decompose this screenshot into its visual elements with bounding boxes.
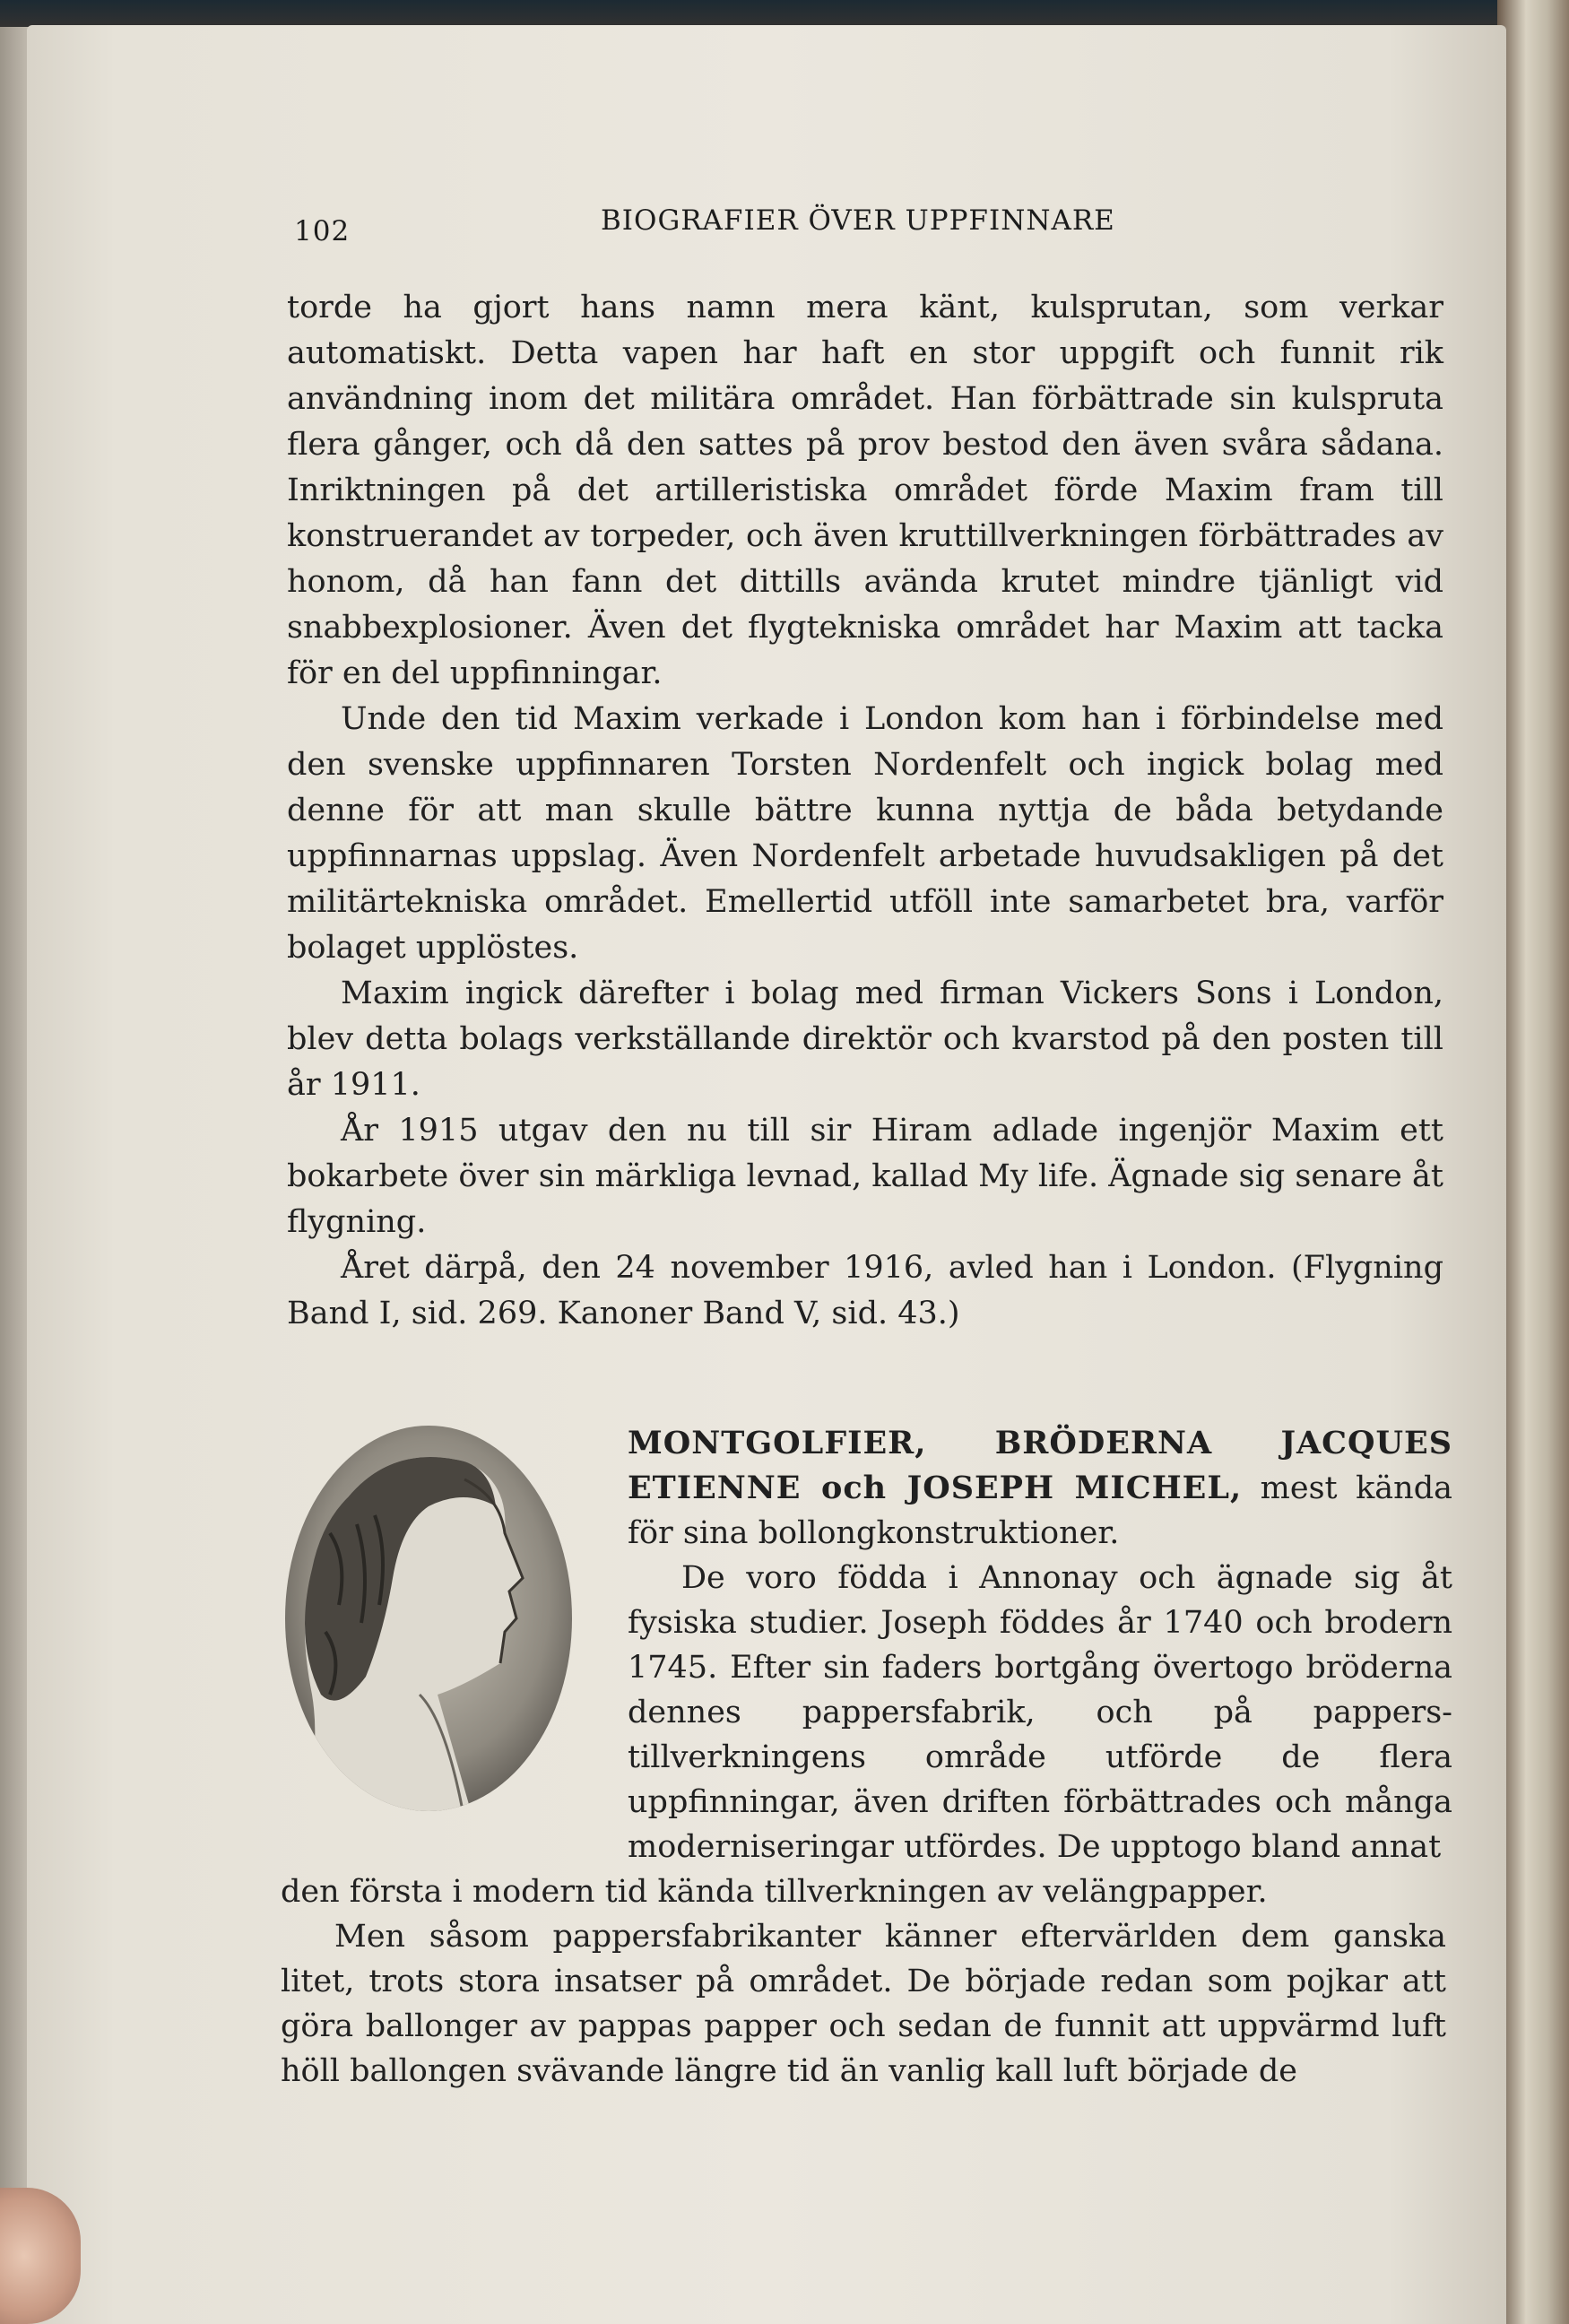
- thumb: [0, 2188, 81, 2324]
- entry-paragraph-2: Men såsom pappersfabrikanter känner eftervärlden dem ganska litet, trots stora insatser på området. De började redan som pojkar att göra ballonger av pappas papper och sedan de funnit att uppvärmd luft höll ballongen svävande längre tid än vanlig kall luft började de: [281, 1919, 1446, 2089]
- book-page-edges: [1497, 0, 1569, 2324]
- paragraph-5: Året därpå, den 24 november 1916, avled han i London. (Flygning Band I, sid. 269. Kanoner Band V, sid. 43.): [287, 1250, 1443, 1331]
- main-text: [287, 285, 1443, 1337]
- paragraph-4: År 1915 utgav den nu till sir Hiram adlade ingenjör Maxim ett bokarbete över sin märkliga levnad, kallad My life. Ägnade sig senare åt flygning.: [287, 1113, 1443, 1240]
- paragraph-3: Maxim ingick därefter i bolag med firman Vickers Sons i London, blev detta bolags verkställande direktör och kvarstod på den posten till år 1911.: [287, 976, 1443, 1103]
- entry-paragraph-1: De voro födda i Annonay och ägnade sig åt fysiska studier. Joseph föddes år 1740 och brodern 1745. Efter sin faders bortgång övertogo bröderna dennes pappersfabrik, och på pappers-tillverkningens område utförde de flera uppfinningar, även driften förbättrades och många moderniseringar utfördes. De upptogo bland annat: [628, 1560, 1452, 1865]
- entry-continuation: [281, 1869, 1446, 2094]
- portrait-profile-engraving: [285, 1426, 581, 1820]
- entry-heading-rest: mest kända för sina bollongkonstruktioner.: [628, 1470, 1452, 1551]
- paragraph-2: Unde den tid Maxim verkade i London kom han i förbindelse med den svenske uppfinnaren Torsten Nordenfelt och ingick bolag med denne för att man skulle bättre kunna nyttja de båda betydande uppfinnarnas uppslag. Även Nordenfelt arbetade huvudsakligen på det militärtekniska området. Emellertid utföll inte samarbetet bra, varför bolaget upplöstes.: [287, 701, 1443, 966]
- running-head: [287, 204, 1479, 249]
- entry-heading: MONTGOLFIER, BRÖDERNA JACQUES ETIENNE och JOSEPH MICHEL,: [628, 1425, 1452, 1506]
- montgolfier-entry: [628, 1421, 1452, 1869]
- running-title: BIOGRAFIER ÖVER UPPFINNARE: [601, 204, 1115, 237]
- entry-paragraph-1-cont: den första i modern tid kända tillverkningen av velängpapper.: [281, 1874, 1268, 1910]
- page-number: 102: [294, 215, 351, 247]
- paragraph-1: torde ha gjort hans namn mera känt, kulsprutan, som verkar automatiskt. Detta vapen har haft en stor uppgift och funnit rik användning inom det militära området. Han förbättrade sin kulspruta flera gånger, och då den sattes på prov bestod den även svåra sådana. Inriktningen på det artilleristiska området förde Maxim fram till konstruerandet av torpeder, och även kruttillverkningen förbättrades av honom, då han fann det dittills avända krutet mindre tjänligt vid snabbexplosioner. Även det flygtekniska området har Maxim att tacka för en del uppfinningar.: [287, 290, 1443, 691]
